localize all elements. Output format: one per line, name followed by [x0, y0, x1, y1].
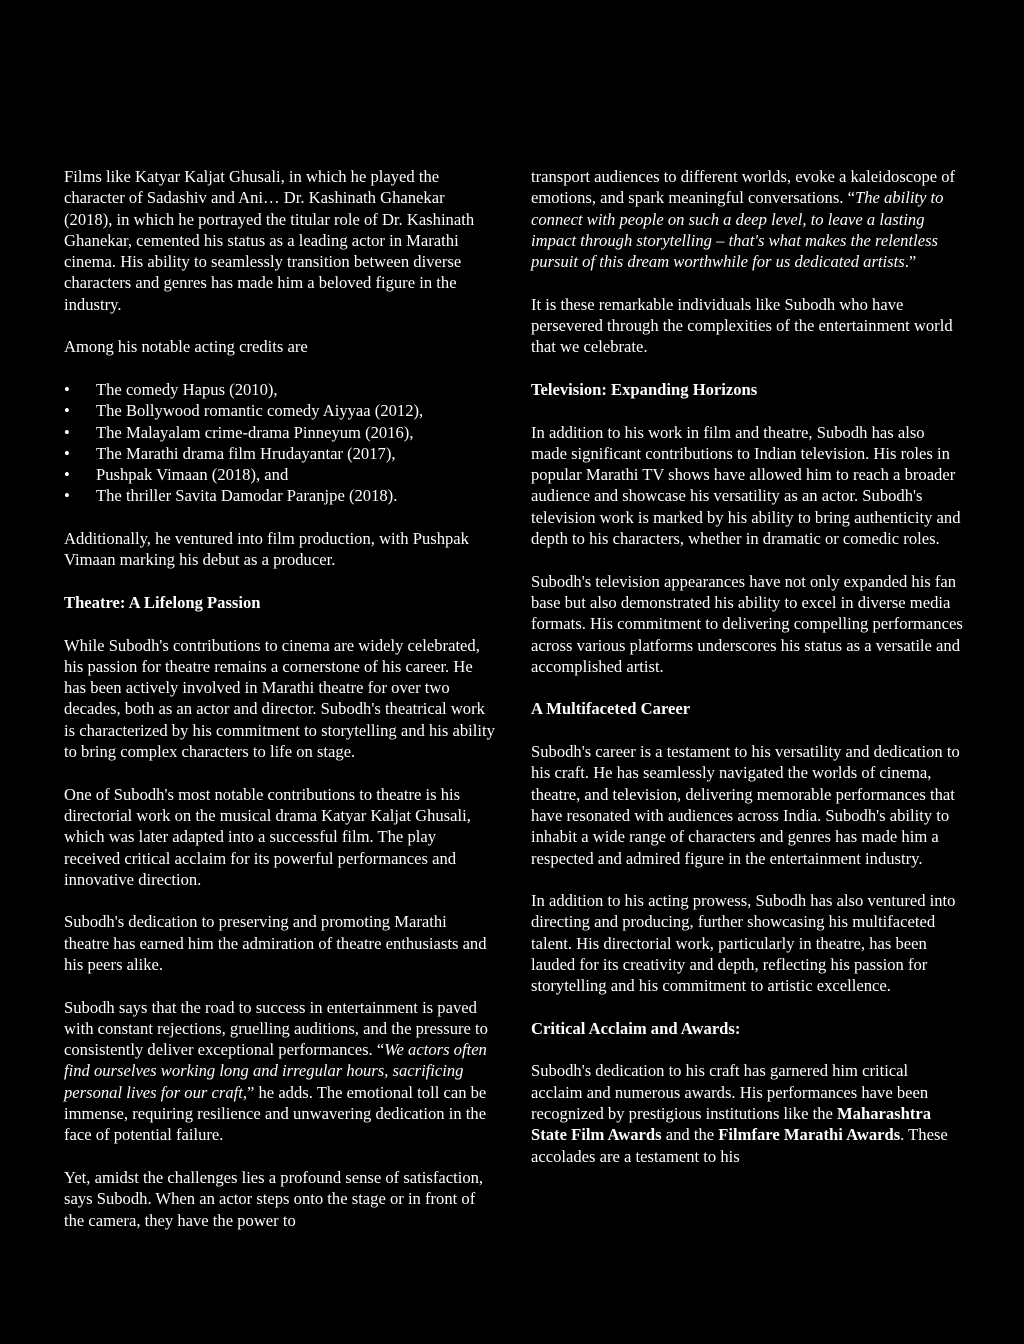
text-run: ,” he adds. The emotional toll can be immense, requiring resilience and unwavering dedication in the face of potential failure. [64, 1082, 487, 1145]
paragraph: In addition to his work in film and theatre, Subodh has also made significant contributions to Indian television. His roles in popular Marathi TV shows have allowed him to reach a broader audience and showcase his versatility as an actor. Subodh's television work is marked by his ability to bring authenticity and depth to his characters, whether in dramatic or comedic roles. [531, 422, 961, 549]
right-column [531, 166, 963, 1188]
paragraph: Yet, amidst the challenges lies a profound sense of satisfaction, says Subodh. When an actor steps onto the stage or in front of the camera, they have the power to [64, 1167, 484, 1230]
section-heading-theatre: Theatre: A Lifelong Passion [64, 592, 261, 612]
section-heading-television: Television: Expanding Horizons [531, 379, 758, 399]
quote-text: We actors often find ourselves working long and irregular hours, sacrificing personal lives for our craft [64, 1040, 487, 1102]
paragraph: One of Subodh's most notable contributions to theatre is his directorial work on the musical drama Katyar Kaljat Ghusali, which was later adapted into a successful film. The play received critical acclaim for its powerful performances and innovative direction. [64, 784, 471, 889]
left-column [64, 166, 496, 1252]
section-heading-career: A Multifaceted Career [531, 699, 691, 719]
paragraph: Among his notable acting credits are [64, 337, 308, 357]
quote-text: The ability to connect with people on such a deep level, to leave a lasting impact through storytelling – that's what makes the relentless pursuit of this dream worthwhile for us dedicated artists [531, 188, 944, 272]
text-run: and the [661, 1125, 719, 1145]
section-heading-awards: Critical Acclaim and Awards: [531, 1018, 741, 1038]
paragraph [531, 166, 963, 272]
text-run: transport audiences to different worlds, evoke a kaleidoscope of emotions, and spark meaningful conversations. “ [531, 167, 956, 208]
award-name: Maharashtra State Film Awards [531, 1104, 932, 1145]
award-name: Filmfare Marathi Awards [718, 1125, 901, 1145]
text-run: . These accolades are a testament to his [531, 1125, 948, 1166]
paragraph [64, 997, 496, 1146]
list-item: • The Malayalam crime-drama Pinneyum (2016), [64, 422, 496, 443]
paragraph: In addition to his acting prowess, Subodh has also ventured into directing and producing, further showcasing his multifaceted talent. His directorial work, particularly in theatre, has been lauded for its creativity and depth, reflecting his passion for storytelling and his commitment to artistic excellence. [531, 891, 956, 996]
text-run: Subodh's dedication to his craft has garnered him critical acclaim and numerous awards. His performances have been recognized by prestigious institutions like the [531, 1061, 929, 1124]
text-run: Subodh says that the road to success in entertainment is paved with constant rejections, gruelling auditions, and the pressure to consistently deliver exceptional performances. “ [64, 997, 488, 1060]
list-item: • The Marathi drama film Hrudayantar (2017), [64, 443, 496, 464]
paragraph: While Subodh's contributions to cinema are widely celebrated, his passion for theatre remains a cornerstone of his career. He has been actively involved in Marathi theatre for over two decades, both as an actor and director. Subodh's theatrical work is characterized by his commitment to storytelling and his ability to bring complex characters to life on stage. [64, 635, 495, 762]
paragraph [531, 1060, 963, 1166]
paragraph: It is these remarkable individuals like Subodh who have persevered through the complexities of the entertainment world that we celebrate. [531, 294, 953, 357]
list-item: • Pushpak Vimaan (2018), and [64, 464, 496, 485]
paragraph: Films like Katyar Kaljat Ghusali, in which he played the character of Sadashiv and Ani… Dr. Kashinath Ghanekar (2018), in which he portrayed the titular role of Dr. Kashinath Ghanekar, cemented his status as a leading actor in Marathi cinema. His ability to seamlessly transition between diverse characters and genres has made him a beloved figure in the industry. [64, 167, 475, 314]
paragraph: Additionally, he ventured into film production, with Pushpak Vimaan marking his debut as a producer. [64, 529, 469, 570]
acting-credits-list [64, 379, 496, 507]
list-item: • The Bollywood romantic comedy Aiyyaa (2012), [64, 400, 496, 421]
paragraph: Subodh's dedication to preserving and promoting Marathi theatre has earned him the admiration of theatre enthusiasts and his peers alike. [64, 912, 487, 974]
text-run: .” [904, 252, 917, 272]
paragraph: Subodh's career is a testament to his versatility and dedication to his craft. He has seamlessly navigated the worlds of cinema, theatre, and television, delivering memorable performances that have resonated with audiences across India. Subodh's ability to inhabit a wide range of characters and genres has made him a respected and admired figure in the entertainment industry. [531, 742, 960, 868]
paragraph: Subodh's television appearances have not only expanded his fan base but also demonstrated his ability to excel in diverse media formats. His commitment to delivering compelling performances across various platforms underscores his status as a versatile and accomplished artist. [531, 571, 963, 676]
list-item: • The thriller Savita Damodar Paranjpe (2018). [64, 485, 496, 506]
list-item: • The comedy Hapus (2010), [64, 379, 496, 400]
